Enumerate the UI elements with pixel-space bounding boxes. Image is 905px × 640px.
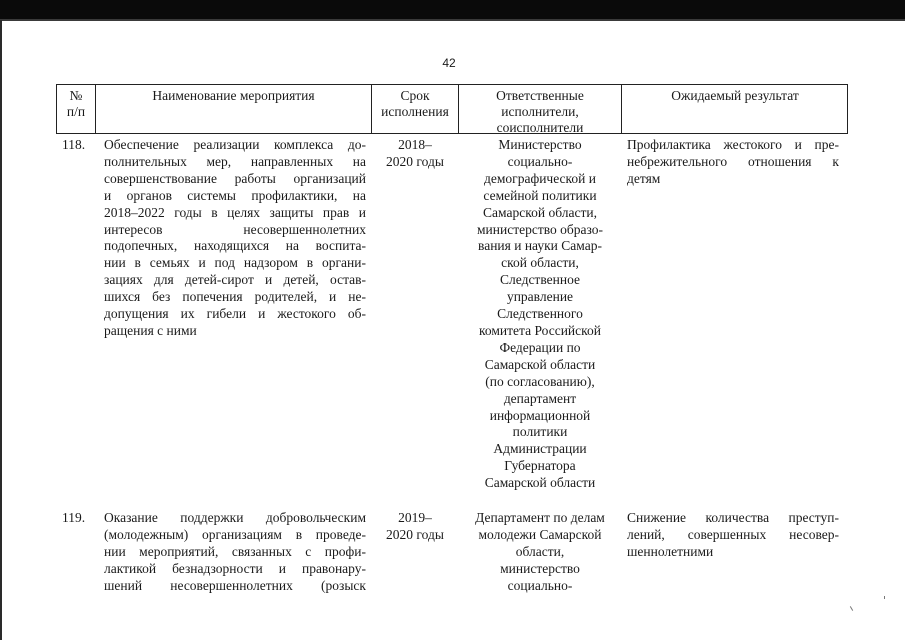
row-118-responsible-line: Федерации по bbox=[499, 339, 581, 355]
row-118-responsible-line: управление bbox=[506, 289, 574, 305]
row-118-responsible bbox=[459, 137, 621, 492]
header-responsible-line: исполнители, bbox=[501, 104, 579, 119]
row-118-responsible-line: ской области, bbox=[501, 255, 579, 271]
row-118-name-line: Обеспечение реализации комплекса до- bbox=[104, 137, 366, 152]
row-119-result-line: Снижение количества преступ- bbox=[627, 510, 839, 525]
row-118-responsible-line: информационной bbox=[489, 407, 591, 423]
row-118-term bbox=[372, 137, 458, 171]
row-118-name-line: ращения с ними bbox=[104, 322, 197, 338]
header-name: Наименование мероприятия bbox=[152, 88, 315, 103]
row-119-name bbox=[104, 510, 366, 595]
row-119-name-line: Оказание поддержки добровольческим bbox=[104, 510, 366, 525]
header-num-line: п/п bbox=[66, 104, 86, 119]
row-118-name-line: полнительных мер, направленных на bbox=[104, 153, 366, 169]
row-118-responsible-line: демографической и bbox=[484, 170, 596, 186]
header-responsible bbox=[459, 88, 621, 136]
row-118-responsible-line: Следственного bbox=[497, 306, 583, 322]
row-118-name-line: допущения их гибели и жестокого об- bbox=[104, 306, 366, 322]
row-118-responsible-line: (по согласованию), bbox=[485, 373, 595, 389]
row-118-name-line: и органов системы профилактики, на bbox=[104, 187, 366, 203]
row-119-result bbox=[627, 510, 839, 561]
row-118-result-line: Профилактика жестокого и пре- bbox=[627, 137, 839, 152]
row-119-name-line: лактикой безнадзорности и правонару- bbox=[104, 560, 366, 576]
scan-top-band-edge bbox=[0, 19, 905, 21]
row-119-responsible-line: социально- bbox=[507, 577, 573, 593]
scan-speck bbox=[884, 596, 885, 599]
row-119-responsible-line: министерство bbox=[500, 560, 580, 576]
row-118-name-line: зациях для детей-сирот и детей, остав- bbox=[104, 272, 366, 288]
row-118-responsible-line: министерство образо- bbox=[476, 221, 603, 237]
row-118-name-line: совершенствование работы организаций bbox=[104, 170, 366, 186]
scan-speck bbox=[850, 606, 853, 611]
row-119-term bbox=[372, 510, 458, 544]
row-118-responsible-line: департамент bbox=[503, 390, 577, 406]
row-119-responsible-line: молодежи Самарской bbox=[478, 526, 602, 542]
row-118-responsible-line: комитета Российской bbox=[479, 322, 601, 338]
row-118-responsible-line: семейной политики bbox=[483, 187, 597, 203]
row-119-result-line: шеннолетними bbox=[627, 543, 714, 559]
header-responsible-line: Ответственные bbox=[496, 88, 584, 103]
header-result: Ожидаемый результат bbox=[671, 88, 799, 103]
row-118-name bbox=[104, 137, 366, 340]
header-term-line: Срок bbox=[400, 88, 430, 103]
row-119-term-line: 2020 годы bbox=[386, 526, 444, 542]
header-term-line: исполнения bbox=[381, 104, 449, 119]
row-119-responsible-line: Департамент по делам bbox=[475, 510, 605, 525]
row-118-responsible-line: Самарской области, bbox=[483, 204, 597, 220]
row-118-name-line: 2018–2022 годы в целях защиты прав и bbox=[104, 204, 366, 220]
scan-left-edge bbox=[0, 20, 2, 640]
row-118-name-line: шихся без попечения родителей, и не- bbox=[104, 289, 366, 305]
page-number: 42 bbox=[442, 56, 456, 70]
header-responsible-line: соисполнители bbox=[496, 120, 584, 135]
row-119-name-line: нии мероприятий, связанных с профи- bbox=[104, 543, 366, 559]
row-118-result-line: небрежительного отношения к bbox=[627, 153, 839, 169]
row-118-responsible-line: Самарской области bbox=[484, 356, 596, 372]
row-119-result-line: лений, совершенных несовер- bbox=[627, 526, 839, 542]
row-118-name-line: нии в семьях и под надзором в органи- bbox=[104, 255, 366, 271]
row-118-result bbox=[627, 137, 839, 188]
row-119-num: 119. bbox=[62, 510, 86, 525]
row-119-term-line: 2019– bbox=[398, 510, 432, 525]
row-118-responsible-line: Губернатора bbox=[504, 458, 576, 474]
header-num bbox=[57, 88, 95, 120]
row-118-responsible-line: Следственное bbox=[500, 272, 580, 288]
row-118-responsible-line: политики bbox=[512, 424, 568, 440]
header-term bbox=[372, 88, 458, 120]
row-118-name-line: подопечных, находящихся на воспита- bbox=[104, 238, 366, 254]
row-118-term-line: 2018– bbox=[398, 137, 432, 152]
header-num-line: № bbox=[69, 88, 83, 103]
row-119-responsible bbox=[459, 510, 621, 595]
row-118-responsible-line: Министерство bbox=[498, 137, 582, 152]
row-118-num: 118. bbox=[62, 137, 86, 152]
row-118-name-line: интересов несовершеннолетних bbox=[104, 221, 366, 237]
row-118-responsible-line: Самарской области bbox=[484, 475, 596, 491]
row-118-responsible-line: вания и науки Самар- bbox=[478, 238, 602, 254]
row-119-name-line: (молодежным) организациям в проведе- bbox=[104, 526, 366, 542]
row-119-responsible-line: области, bbox=[515, 543, 565, 559]
row-118-responsible-line: социально- bbox=[507, 153, 573, 169]
row-118-responsible-line: Администрации bbox=[493, 441, 587, 457]
scan-top-band bbox=[0, 0, 905, 20]
row-118-term-line: 2020 годы bbox=[386, 153, 444, 169]
row-119-name-line: шений несовершеннолетних (розыск bbox=[104, 577, 366, 593]
row-118-result-line: детям bbox=[627, 170, 661, 186]
